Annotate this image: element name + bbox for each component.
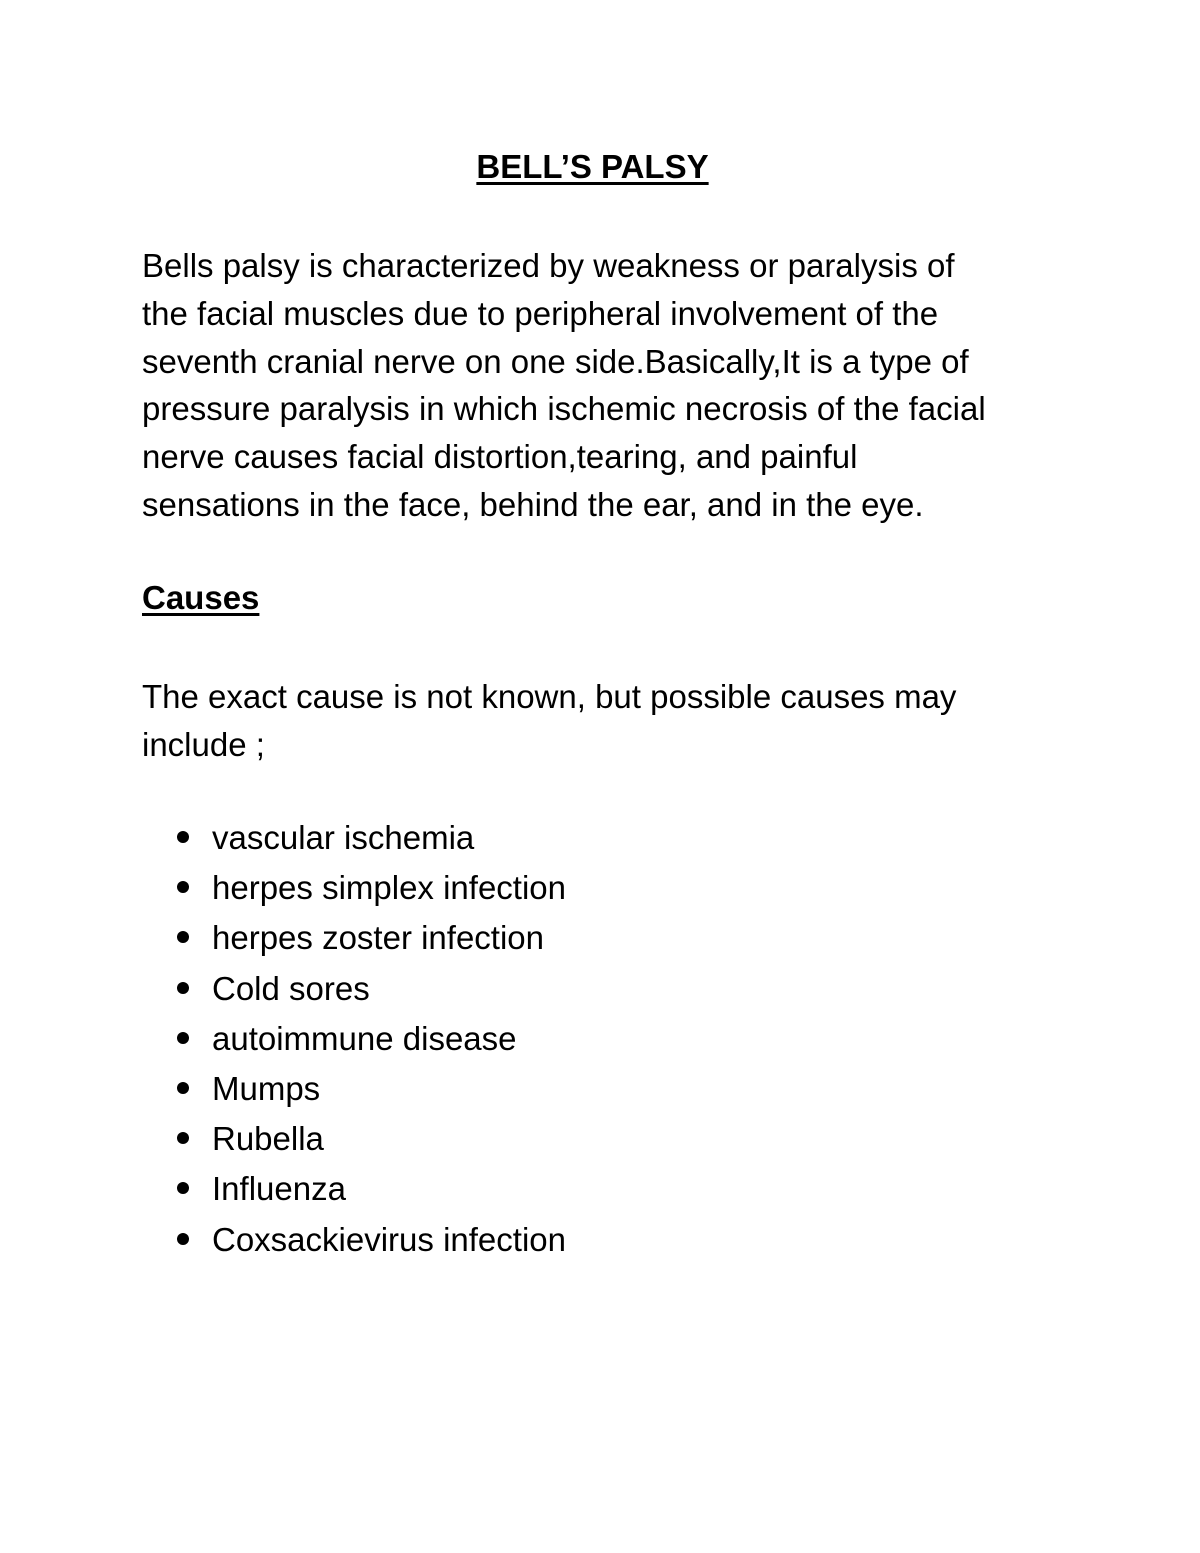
list-item-text: herpes zoster infection	[212, 919, 545, 957]
causes-list	[174, 815, 566, 1267]
intro-line: pressure paralysis in which ischemic necrosis of the facial	[142, 390, 986, 428]
list-item	[174, 966, 566, 1016]
list-item-text: autoimmune disease	[212, 1019, 517, 1057]
list-item-text: Mumps	[212, 1069, 321, 1107]
intro-line: sensations in the face, behind the ear, and in the eye.	[142, 485, 924, 523]
list-item	[174, 1066, 566, 1116]
causes-intro-line: include ;	[142, 726, 265, 763]
list-item-text: Coxsackievirus infection	[212, 1220, 566, 1258]
list-item-text: Rubella	[212, 1120, 324, 1158]
list-item-text: Influenza	[212, 1170, 346, 1208]
list-item	[174, 1217, 566, 1267]
list-item-text: vascular ischemia	[212, 819, 475, 856]
list-item	[174, 1116, 566, 1166]
bullet-icon	[177, 1233, 189, 1245]
bullet-icon	[177, 1032, 189, 1044]
intro-line: Bells palsy is characterized by weakness or paralysis of	[142, 247, 955, 284]
list-item	[174, 915, 566, 965]
bullet-icon	[177, 831, 189, 843]
causes-intro-line: The exact cause is not known, but possible causes may	[142, 678, 957, 715]
list-item	[174, 1166, 566, 1216]
bullet-icon	[177, 931, 189, 943]
intro-line: nerve causes facial distortion,tearing, and painful	[142, 438, 858, 476]
document-title: BELL’S PALSY	[476, 148, 709, 185]
bullet-icon	[177, 881, 189, 893]
bullet-icon	[177, 1182, 189, 1194]
bullet-icon	[177, 1132, 189, 1144]
intro-paragraph	[142, 242, 1082, 529]
causes-intro	[142, 673, 1082, 769]
list-item	[174, 815, 566, 865]
list-item	[174, 865, 566, 915]
causes-heading: Causes	[142, 579, 260, 616]
bullet-icon	[177, 982, 189, 994]
list-item-text: Cold sores	[212, 969, 370, 1007]
intro-line: seventh cranial nerve on one side.Basically,It is a type of	[142, 342, 969, 380]
list-item-text: herpes simplex infection	[212, 869, 567, 907]
intro-line: the facial muscles due to peripheral involvement of the	[142, 294, 939, 332]
bullet-icon	[177, 1082, 189, 1094]
list-item	[174, 1016, 566, 1066]
